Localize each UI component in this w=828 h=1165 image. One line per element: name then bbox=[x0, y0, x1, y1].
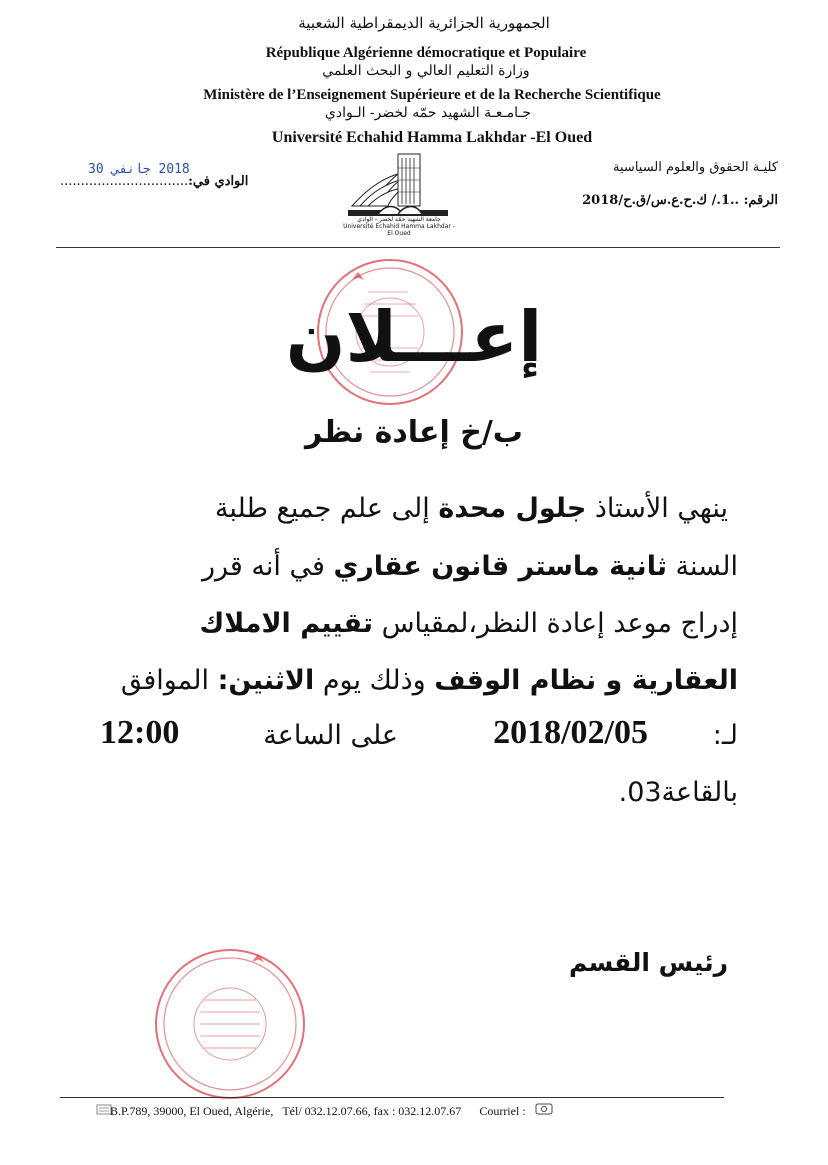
header-country-fr: République Algérienne démocratique et Populaire bbox=[265, 45, 587, 61]
exam-time: 12:00 bbox=[100, 714, 180, 751]
announcement-subtitle: ب/خ إعادة نظر bbox=[305, 415, 523, 450]
logo-caption bbox=[340, 216, 458, 237]
course-name-part2: العقارية و نظام الوقف bbox=[434, 665, 738, 696]
body-text: وذلك يوم bbox=[314, 665, 435, 696]
header-ministry-fr: Ministère de l’Enseignement Supérieure et de la Recherche Scientifique bbox=[203, 87, 661, 103]
class-level: ثانية ماستر قانون عقاري bbox=[333, 551, 667, 582]
body-text: على الساعة bbox=[263, 720, 398, 751]
course-name-part1: تقييم الاملاك bbox=[199, 608, 373, 639]
email-icon bbox=[535, 1102, 553, 1116]
body-text: السنة bbox=[666, 551, 738, 582]
exam-date: 2018/02/05 bbox=[493, 714, 648, 751]
signer-title: رئيس القسم bbox=[568, 948, 728, 977]
body-text: الموافق bbox=[120, 665, 218, 696]
body-line-3 bbox=[199, 608, 738, 639]
body-line-6: بالقاعة03. bbox=[618, 777, 738, 808]
professor-name: جلول محدة bbox=[438, 493, 587, 524]
header-ministry-ar: وزارة التعليم العالي و البحث العلمي bbox=[322, 63, 530, 79]
date-stamp: 2018 جانفي 30 bbox=[88, 162, 190, 177]
place-dots: ............................... bbox=[60, 174, 189, 189]
body-line-1 bbox=[215, 493, 728, 524]
body-text: إدراج موعد إعادة النظر،لمقياس bbox=[373, 608, 738, 639]
body-text: إلى علم جميع طلبة bbox=[214, 493, 439, 524]
body-text: لـ: bbox=[712, 720, 738, 751]
announcement-title: إعـــلان bbox=[285, 296, 543, 378]
reference-number: الرقم: ..1./ ك.ح.ع.س/ق.ح/2018 bbox=[582, 193, 778, 208]
body-text: ينهي الأستاذ bbox=[586, 493, 728, 524]
header-university-fr: Université Echahid Hamma Lakhdar -El Oued bbox=[271, 129, 593, 146]
day-name: الاثنين: bbox=[217, 665, 315, 696]
footer-divider bbox=[60, 1097, 724, 1098]
faculty-name: كليـة الحقوق والعلوم السياسية bbox=[613, 160, 778, 175]
footer-contact bbox=[96, 1104, 526, 1119]
body-line-4 bbox=[121, 665, 738, 696]
header-university-ar: جـامـعـة الشهيد حمّه لخضر- الـوادي bbox=[324, 105, 532, 121]
place-label: الوادي في: bbox=[188, 174, 249, 189]
logo-caption-ar: جامعة الشهيد حمّه لخضر - الوادي bbox=[357, 216, 441, 223]
header-country-ar: الجمهورية الجزائرية الديمقراطية الشعبية bbox=[298, 14, 550, 32]
footer-email-label: Courriel : bbox=[479, 1104, 526, 1118]
logo-caption-fr: Université Echahid Hamma Lakhdar - El Oued bbox=[343, 223, 455, 237]
header-divider bbox=[56, 247, 780, 248]
body-text: في أنه قرر bbox=[202, 551, 334, 582]
body-line-2 bbox=[202, 551, 738, 582]
official-stamp-bottom bbox=[140, 942, 320, 1104]
footer-phone: Tél/ 032.12.07.66, fax : 032.12.07.67 bbox=[282, 1104, 462, 1118]
footer-address: B.P.789, 39000, El Oued, Algérie, bbox=[110, 1104, 274, 1118]
